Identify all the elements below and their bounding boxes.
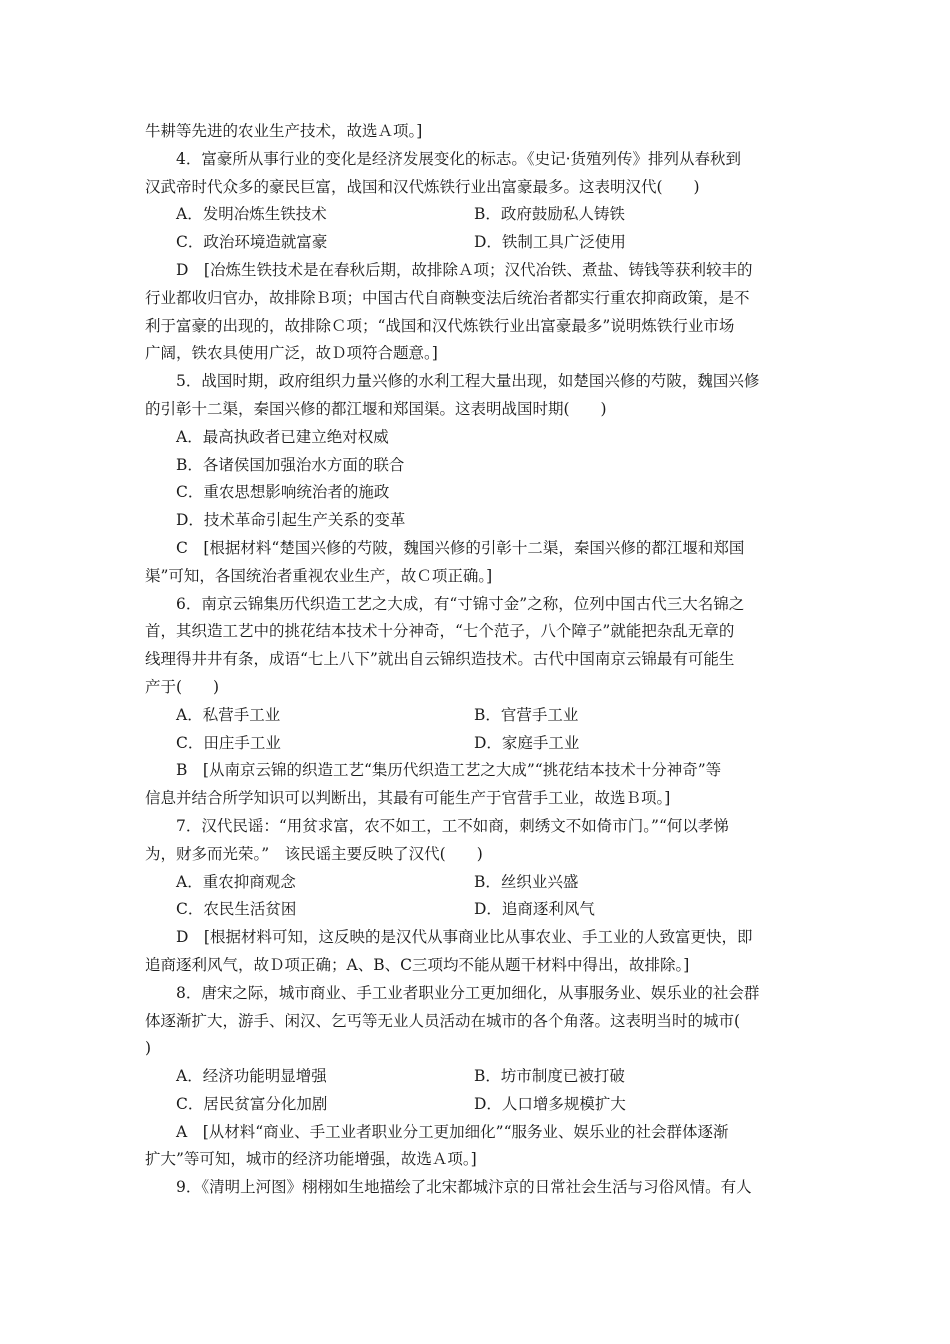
option-d: D．技术革命引起生产关系的变革 [176, 511, 406, 530]
question-6-stem-cont: 首，其织造工艺中的挑花结本技术十分神奇，“七个范子，八个障子”就能把杂乱无章的 [145, 622, 735, 641]
document-body [145, 118, 809, 1202]
answer-4-cont: 广阔，铁农具使用广泛，故Ｄ项符合题意。] [145, 344, 438, 363]
question-9-stem: 9．《清明上河图》栩栩如生地描绘了北宋都城汴京的日常社会生活与习俗风情。有人 [176, 1178, 752, 1197]
question-7-stem-cont: 为，财多而光荣。” 该民谣主要反映了汉代( ) [145, 844, 483, 863]
option-a: A．最高执政者已建立绝对权威 [176, 427, 389, 446]
option-d: D．铁制工具广泛使用 [474, 233, 626, 252]
question-6-stem-cont: 线理得井井有条，成语“七上八下”就出自云锦织造技术。古代中国南京云锦最有可能生 [145, 650, 735, 669]
answer-8: A [从材料“商业、手工业者职业分工更加细化”“服务业、娱乐业的社会群体逐渐 [176, 1122, 729, 1141]
question-7-stem: 7．汉代民谣：“用贫求富，农不如工，工不如商，刺绣文不如倚市门。”“何以孝悌 [176, 816, 729, 835]
answer-4-cont: 利于富豪的出现的，故排除Ｃ项；“战国和汉代炼铁行业出富豪最多”说明炼铁行业市场 [145, 316, 735, 335]
option-b: B．丝织业兴盛 [474, 872, 579, 891]
option-b: B．官营手工业 [474, 705, 579, 724]
option-c: C．重农思想影响统治者的施政 [176, 483, 390, 502]
answer-7: D [根据材料可知，这反映的是汉代从事商业比从事农业、手工业的人致富更快，即 [176, 928, 753, 947]
question-7-options-row-1 [145, 869, 809, 897]
answer-5: C [根据材料“楚国兴修的芍陂，魏国兴修的引彰十二渠，秦国兴修的都江堰和郑国 [176, 538, 745, 557]
question-6-options-row-2 [145, 730, 809, 758]
question-8-stem-cont: ) [145, 1039, 152, 1058]
option-a: A．重农抑商观念 [176, 872, 296, 891]
question-6-options-row-1 [145, 702, 809, 730]
question-4-stem-cont: 汉武帝时代众多的豪民巨富，战国和汉代炼铁行业出富豪最多。这表明汉代( ) [145, 177, 700, 196]
option-a: A．经济功能明显增强 [176, 1067, 327, 1086]
answer-6-cont: 信息并结合所学知识可以判断出，其最有可能生产于官营手工业，故选Ｂ项。] [145, 789, 671, 808]
answer-7-cont: 追商逐利风气，故Ｄ项正确；A、B、C三项均不能从题干材料中得出，故排除。] [145, 955, 690, 974]
question-4-options-row-1 [145, 201, 809, 229]
option-b: B．政府鼓励私人铸铁 [474, 205, 625, 224]
question-6-stem: 6．南京云锦集历代织造工艺之大成，有“寸锦寸金”之称，位列中国古代三大名锦之 [176, 594, 745, 613]
option-c: C．田庄手工业 [176, 733, 281, 752]
question-6-stem-cont: 产于( ) [145, 677, 220, 696]
option-c: C．居民贫富分化加剧 [176, 1094, 328, 1113]
question-8-stem-cont: 体逐渐扩大，游手、闲汉、乞丐等无业人员活动在城市的各个角落。这表明当时的城市( [145, 1011, 741, 1030]
option-a: A．私营手工业 [176, 705, 281, 724]
answer-4: D [冶炼生铁技术是在春秋后期，故排除Ａ项；汉代冶铁、煮盐、铸钱等获利较丰的 [176, 260, 753, 279]
answer-5-cont: 渠”可知，各国统治者重视农业生产，故Ｃ项正确。] [145, 566, 493, 585]
option-d: D．人口增多规模扩大 [474, 1094, 626, 1113]
option-d: D．家庭手工业 [474, 733, 580, 752]
option-d: D．追商逐利风气 [474, 900, 595, 919]
answer-4-cont: 行业都收归官办，故排除Ｂ项；中国古代自商鞅变法后统治者都实行重农抑商政策，是不 [145, 288, 750, 307]
question-8-options-row-2 [145, 1091, 809, 1119]
option-a: A．发明冶炼生铁技术 [176, 205, 327, 224]
question-4-options-row-2 [145, 229, 809, 257]
question-5-stem-cont: 的引彰十二渠，秦国兴修的都江堰和郑国渠。这表明战国时期( ) [145, 399, 607, 418]
question-8-options-row-1 [145, 1063, 809, 1091]
question-8-stem: 8．唐宋之际，城市商业、手工业者职业分工更加细化，从事服务业、娱乐业的社会群 [176, 983, 760, 1002]
option-c: C．农民生活贫困 [176, 900, 297, 919]
answer-6: B [从南京云锦的织造工艺“集历代织造工艺之大成”“挑花结本技术十分神奇”等 [176, 761, 722, 780]
question-7-options-row-2 [145, 896, 809, 924]
question-4-stem: 4．富豪所从事行业的变化是经济发展变化的标志。《史记·货殖列传》排列从春秋到 [176, 149, 742, 168]
answer-8-cont: 扩大”等可知，城市的经济功能增强，故选Ａ项。] [145, 1150, 477, 1169]
option-b: B．各诸侯国加强治水方面的联合 [176, 455, 405, 474]
option-b: B．坊市制度已被打破 [474, 1067, 625, 1086]
option-c: C．政治环境造就富豪 [176, 233, 328, 252]
answer-3-tail: 牛耕等先进的农业生产技术，故选Ａ项。] [145, 122, 423, 140]
question-5-stem: 5．战国时期，政府组织力量兴修的水利工程大量出现，如楚国兴修的芍陂，魏国兴修 [176, 372, 760, 391]
